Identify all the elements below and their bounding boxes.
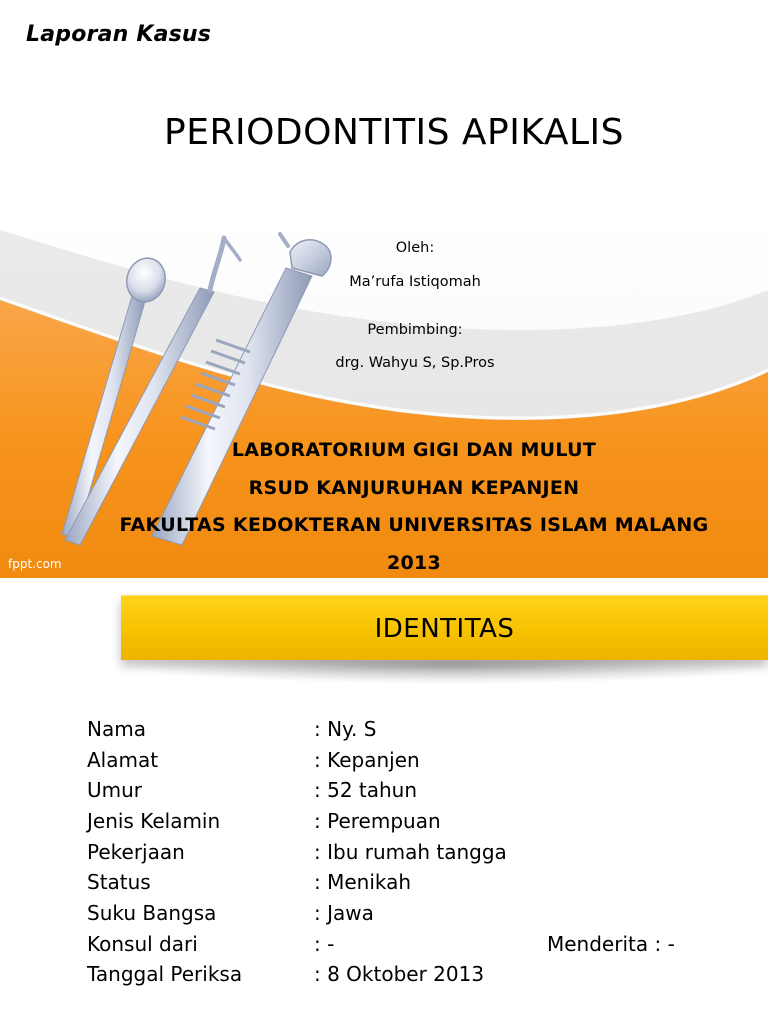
institution-line: RSUD KANJURUHAN KEPANJEN xyxy=(248,477,580,499)
identity-row-age xyxy=(0,778,768,808)
field-value: : Menikah xyxy=(314,870,412,894)
case-type-label: Laporan Kasus xyxy=(26,22,212,47)
field-value: : Ibu rumah tangga xyxy=(314,840,507,864)
identity-row-status xyxy=(0,870,768,900)
field-label: Konsul dari xyxy=(87,932,198,956)
section-banner xyxy=(121,595,768,660)
identity-row-name xyxy=(0,717,768,747)
advisor-name: drg. Wahyu S, Sp.Pros xyxy=(335,355,495,371)
section-title: IDENTITAS xyxy=(374,614,515,644)
field-label: Tanggal Periksa xyxy=(87,962,243,986)
identity-row-gender xyxy=(0,809,768,839)
advisor-heading: Pembimbing: xyxy=(367,322,463,338)
institution-line: LABORATORIUM GIGI DAN MULUT xyxy=(231,439,597,461)
field-value: : 52 tahun xyxy=(314,778,418,802)
field-label: Alamat xyxy=(87,748,159,772)
identity-row-exam-date xyxy=(0,962,768,992)
field-value: : 8 Oktober 2013 xyxy=(314,962,485,986)
presentation-title: PERIODONTITIS APIKALIS xyxy=(164,112,624,153)
year-line: 2013 xyxy=(386,552,442,574)
field-value: : Ny. S xyxy=(314,717,377,741)
author-heading: Oleh: xyxy=(395,240,435,256)
field-value: : Perempuan xyxy=(314,809,441,833)
institution-line: FAKULTAS KEDOKTERAN UNIVERSITAS ISLAM MALANG xyxy=(119,514,709,536)
field-value: : Jawa xyxy=(314,901,374,925)
field-label: Umur xyxy=(87,778,143,802)
identity-slide xyxy=(0,578,768,1024)
template-credit: fppt.com xyxy=(8,557,62,571)
field-label: Nama xyxy=(87,717,146,741)
identity-row-referral xyxy=(0,932,768,962)
field-label: Status xyxy=(87,870,151,894)
identity-row-occupation xyxy=(0,840,768,870)
identity-row-address xyxy=(0,748,768,778)
field-label: Jenis Kelamin xyxy=(87,809,221,833)
identity-row-ethnicity xyxy=(0,901,768,931)
author-name: Ma’rufa Istiqomah xyxy=(349,274,481,290)
field-label: Suku Bangsa xyxy=(87,901,217,925)
field-label: Pekerjaan xyxy=(87,840,185,864)
field-value: : Kepanjen xyxy=(314,748,420,772)
field-value: : - xyxy=(314,932,335,956)
sufferer-field: Menderita : - xyxy=(547,932,675,956)
